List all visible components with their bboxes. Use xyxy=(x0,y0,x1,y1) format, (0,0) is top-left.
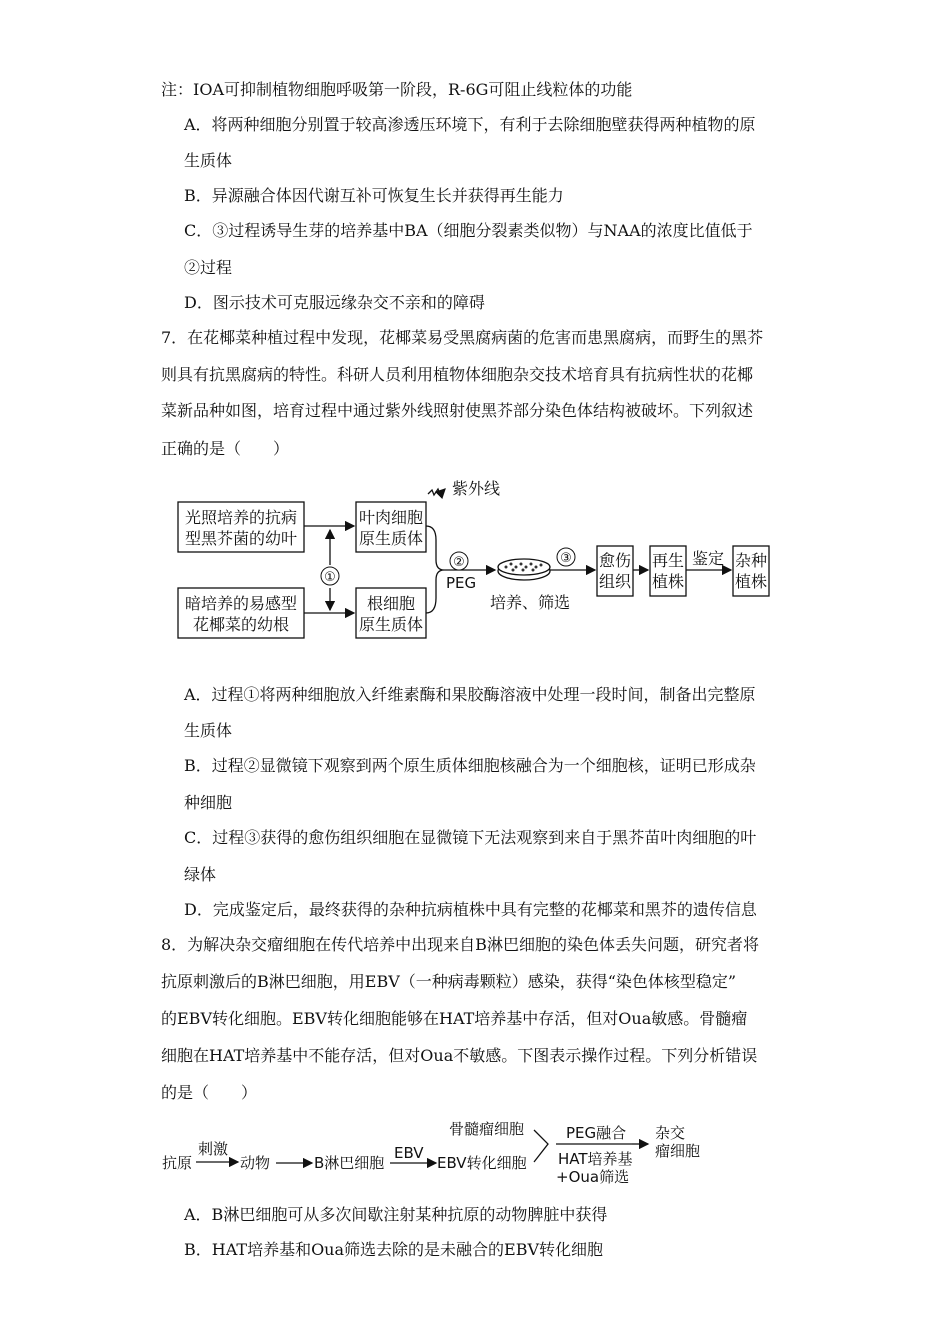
question-8-line5: 的是（ ） xyxy=(161,1083,258,1102)
box-light-leaf-text1: 光照培养的抗病 xyxy=(184,508,298,527)
uv-zigzag-icon xyxy=(428,489,440,495)
option-a-line2: 生质体 xyxy=(184,151,233,170)
antigen-label: 抗原 xyxy=(162,1154,193,1172)
hybridoma-label-2: 瘤细胞 xyxy=(655,1142,701,1160)
option-c-line2: ②过程 xyxy=(184,258,233,277)
step3-label: ③ xyxy=(560,551,572,566)
question-8-line4: 细胞在HAT培养基中不能存活，但对Oua不敏感。下图表示操作过程。下列分析错误 xyxy=(161,1046,758,1065)
peg-fusion-label: PEG融合 xyxy=(566,1124,627,1142)
ebv-label: EBV xyxy=(394,1144,424,1162)
q7-option-b-line2: 种细胞 xyxy=(184,793,233,812)
question-8-line3: 的EBV转化细胞。EBV转化细胞能够在HAT培养基中存活，但对Oua敏感。骨髓瘤 xyxy=(161,1009,748,1028)
question-7-line3: 菜新品种如图，培育过程中通过紫外线照射使黑芥部分染色体结构被破坏。下列叙述 xyxy=(161,401,754,420)
ebv-cell-label: EBV转化细胞 xyxy=(437,1154,527,1172)
option-b: B．异源融合体因代谢互补可恢复生长并获得再生能力 xyxy=(184,186,564,205)
culture-label: 培养、筛选 xyxy=(490,593,571,612)
q7-option-b-line1: B．过程②显微镜下观察到两个原生质体细胞核融合为一个细胞核，证明已形成杂 xyxy=(184,756,756,775)
stimulate-label: 刺激 xyxy=(198,1140,229,1158)
question-7-line4: 正确的是（ ） xyxy=(161,439,290,458)
q7-option-c-line2: 绿体 xyxy=(184,865,217,884)
q7-option-c-line1: C．过程③获得的愈伤组织细胞在显微镜下无法观察到来自于黑芥苗叶肉细胞的叶 xyxy=(184,828,757,847)
box-leaf-protoplast-text2: 原生质体 xyxy=(358,529,424,548)
box-hybrid-text2: 植株 xyxy=(734,572,768,591)
diagram-hybridoma-flow xyxy=(158,1112,718,1187)
q8-option-b: B．HAT培养基和Oua筛选去除的是未融合的EBV转化细胞 xyxy=(184,1240,604,1259)
box-root-protoplast-text2: 原生质体 xyxy=(358,615,424,634)
myeloma-label: 骨髓瘤细胞 xyxy=(449,1120,525,1138)
box-regen-text1: 再生 xyxy=(651,551,685,570)
question-7-line1: 7．在花椰菜种植过程中发现，花椰菜易受黑腐病菌的危害而患黑腐病，而野生的黑芥 xyxy=(161,328,764,347)
option-c-line1: C．③过程诱导生芽的培养基中BA（细胞分裂素类似物）与NAA的浓度比值低于 xyxy=(184,221,753,240)
q7-option-a-line2: 生质体 xyxy=(184,721,233,740)
box-callus-text2: 组织 xyxy=(598,572,632,591)
question-7-line2: 则具有抗黑腐病的特性。科研人员利用植物体细胞杂交技术培育具有抗病性状的花椰 xyxy=(161,365,754,384)
option-a-line1: A．将两种细胞分别置于较高渗透压环境下，有利于去除细胞壁获得两种植物的原 xyxy=(184,115,756,134)
petri-dish-icon xyxy=(498,559,550,580)
note-line: 注：IOA可抑制植物细胞呼吸第一阶段，R-6G可阻止线粒体的功能 xyxy=(161,80,633,99)
animal-label: 动物 xyxy=(240,1154,271,1172)
box-light-leaf-text2: 型黑芥菌的幼叶 xyxy=(184,529,298,548)
step1-label: ① xyxy=(324,570,336,585)
step2-label: ② xyxy=(453,555,465,570)
question-8-line1: 8．为解决杂交瘤细胞在传代培养中出现来自B淋巴细胞的染色体丢失问题，研究者将 xyxy=(161,935,759,954)
box-leaf-protoplast-text1: 叶肉细胞 xyxy=(358,508,424,527)
q8-option-a: A．B淋巴细胞可从多次间歇注射某种抗原的动物脾脏中获得 xyxy=(184,1205,608,1224)
uv-label: 紫外线 xyxy=(452,479,501,498)
box-regen-text2: 植株 xyxy=(651,572,685,591)
box-dark-root-text1: 暗培养的易感型 xyxy=(184,594,298,613)
hybridoma-label-1: 杂交 xyxy=(655,1124,686,1142)
q7-option-d: D．完成鉴定后，最终获得的杂种抗病植株中具有完整的花椰菜和黑芥的遗传信息 xyxy=(184,900,757,919)
identify-label: 鉴定 xyxy=(691,549,725,568)
oua-label: +Oua筛选 xyxy=(556,1168,630,1186)
box-hybrid-text1: 杂种 xyxy=(734,551,768,570)
diagram-hybridization-flow xyxy=(160,470,800,650)
box-root-protoplast-text1: 根细胞 xyxy=(366,594,416,613)
hat-label: HAT培养基 xyxy=(558,1150,633,1168)
box-dark-root-text2: 花椰菜的幼根 xyxy=(192,615,290,634)
option-d: D．图示技术可克服远缘杂交不亲和的障碍 xyxy=(184,293,485,312)
q7-option-a-line1: A．过程①将两种细胞放入纤维素酶和果胶酶溶液中处理一段时间，制备出完整原 xyxy=(184,685,756,704)
bcell-label: B淋巴细胞 xyxy=(314,1154,385,1172)
peg-label: PEG xyxy=(446,574,477,592)
box-callus-text1: 愈伤 xyxy=(598,551,632,570)
question-8-line2: 抗原刺激后的B淋巴细胞，用EBV（一种病毒颗粒）感染，获得“染色体核型稳定” xyxy=(161,972,737,991)
